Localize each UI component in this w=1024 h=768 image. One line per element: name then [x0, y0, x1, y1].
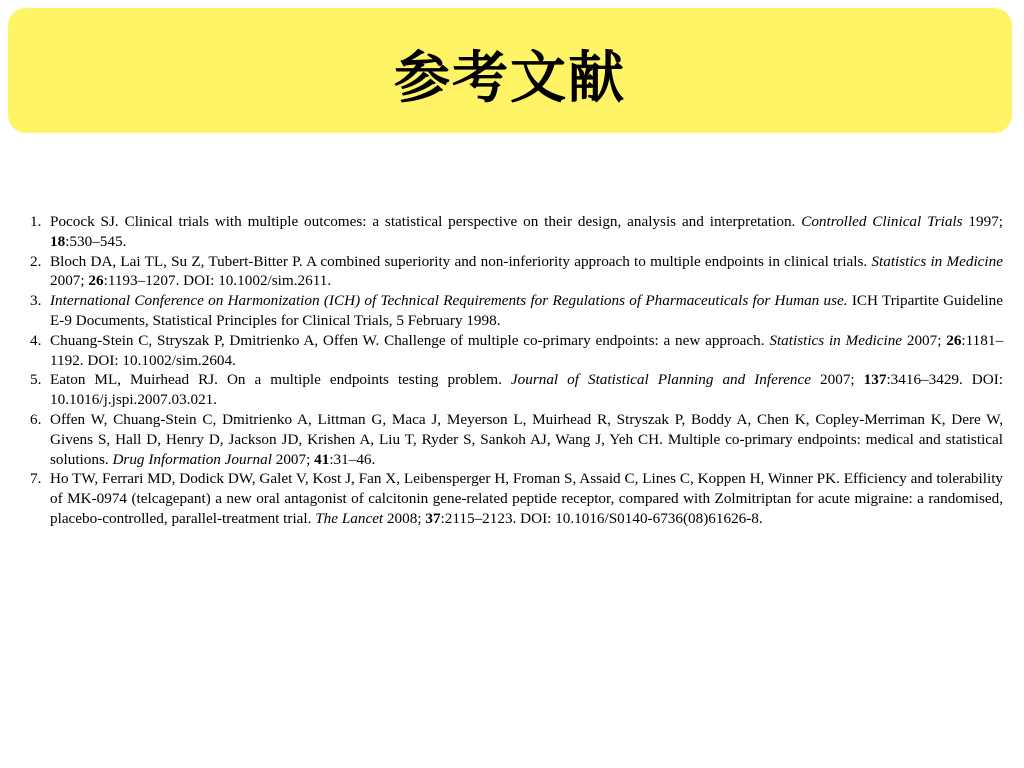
- reference-title: On a multiple endpoints testing problem.: [226, 371, 502, 389]
- reference-number: 4.: [30, 331, 42, 349]
- reference-number: 5.: [30, 371, 42, 389]
- reference-pages: :31–46.: [329, 450, 376, 468]
- reference-number: 6.: [30, 410, 42, 428]
- reference-journal: Journal of Statistical Planning and Inference: [510, 371, 812, 389]
- reference-pages: :2115–2123. DOI: 10.1016/S0140-6736(08)61626-8.: [440, 509, 763, 527]
- title-banner: [8, 8, 1012, 133]
- reference-number: 7.: [30, 470, 42, 488]
- reference-authors: Ho TW, Ferrari MD, Dodick DW, Galet V, Kost J, Fan X, Leibensperger H, Froman S, Assaid C, Lines C, Koppen H, Winner PK.: [50, 470, 840, 488]
- reference-title: Challenge of multiple co-primary endpoints: a new approach.: [384, 331, 765, 349]
- reference-authors: Offen W, Chuang-Stein C, Dmitrienko A, Littman G, Maca J, Meyerson L, Muirhead R, Stryszak P, Boddy A, Chen K, Copley-Merriman K, Dere W, Givens S, Hall D, Henry D, Jackson JD, Krishen A, Liu T, Ryder S, Sankoh AJ, Wang J, Yeh CH.: [50, 410, 1003, 448]
- reference-pages: :530–545.: [65, 232, 127, 250]
- reference-authors: Pocock SJ.: [50, 213, 119, 230]
- reference-title: Clinical trials with multiple outcomes: a statistical perspective on their design, analysis and interpretation.: [124, 213, 796, 230]
- reference-authors: Bloch DA, Lai TL, Su Z, Tubert-Bitter P.: [50, 252, 303, 270]
- reference-volume: 26: [88, 272, 104, 290]
- reference-pages: :1193–1207. DOI: 10.1002/sim.2611.: [103, 272, 332, 290]
- reference-title-part-b: ICH: [328, 292, 356, 310]
- reference-journal: Statistics in Medicine: [871, 252, 1003, 270]
- reference-authors: Chuang-Stein C, Stryszak P, Dmitrienko A, Offen W.: [50, 331, 380, 349]
- reference-number: 1.: [30, 213, 42, 230]
- reference-title: Efficiency and tolerability of MK-0974 (telcagepant) a new oral antagonist of calcitonin gene-related peptide receptor, compared with Zolmitriptan for acute migraine: a randomised, placebo-controlled, parallel-treatment trial.: [50, 470, 1004, 527]
- reference-item-5: [30, 370, 1003, 410]
- reference-year: 2007;: [275, 450, 311, 468]
- reference-volume: 26: [946, 331, 962, 349]
- reference-item-6: [30, 410, 1003, 469]
- reference-year: 2007;: [50, 272, 85, 290]
- reference-journal: Drug Information Journal: [112, 450, 272, 468]
- slide-title: 参考文献: [394, 45, 626, 111]
- reference-volume: 137: [863, 371, 887, 389]
- reference-pages: :3416–3429. DOI: 10.1016/j.jspi.2007.03.021.: [50, 371, 1004, 409]
- reference-journal: Controlled Clinical Trials: [801, 213, 963, 230]
- reference-title-part-a: International Conference on Harmonization (: [50, 292, 329, 310]
- reference-item-2: [30, 252, 1003, 292]
- reference-journal: The Lancet: [315, 509, 384, 527]
- reference-title-part-c: ) of Technical Requirements for Regulations of Pharmaceuticals for Human use.: [355, 292, 848, 310]
- reference-year: 1997;: [968, 213, 1004, 230]
- reference-volume: 18: [50, 232, 66, 250]
- reference-authors: Eaton ML, Muirhead RJ.: [50, 371, 218, 389]
- reference-volume: 37: [425, 509, 441, 527]
- reference-volume: 41: [314, 450, 330, 468]
- reference-item-4: [30, 331, 1003, 371]
- reference-pages: :1181–1192. DOI: 10.1002/sim.2604.: [50, 331, 1004, 369]
- reference-item-1: [30, 212, 1003, 252]
- reference-list: [30, 212, 1003, 529]
- reference-item-7: [30, 469, 1003, 528]
- reference-year: 2007;: [820, 371, 855, 389]
- reference-title: A combined superiority and non-inferiority approach to multiple endpoints in clinical trials.: [306, 252, 868, 270]
- reference-title: Multiple co-primary endpoints: medical and statistical solutions.: [50, 430, 1003, 468]
- reference-details: ICH Tripartite Guideline E-9 Documents, Statistical Principles for Clinical Trials, 5 February 1998.: [50, 292, 1003, 329]
- reference-year: 2008;: [386, 509, 422, 527]
- reference-year: 2007;: [906, 331, 942, 349]
- reference-number: 3.: [30, 292, 42, 310]
- reference-journal: Statistics in Medicine: [769, 331, 903, 349]
- reference-item-3: [30, 291, 1003, 331]
- reference-number: 2.: [30, 252, 42, 270]
